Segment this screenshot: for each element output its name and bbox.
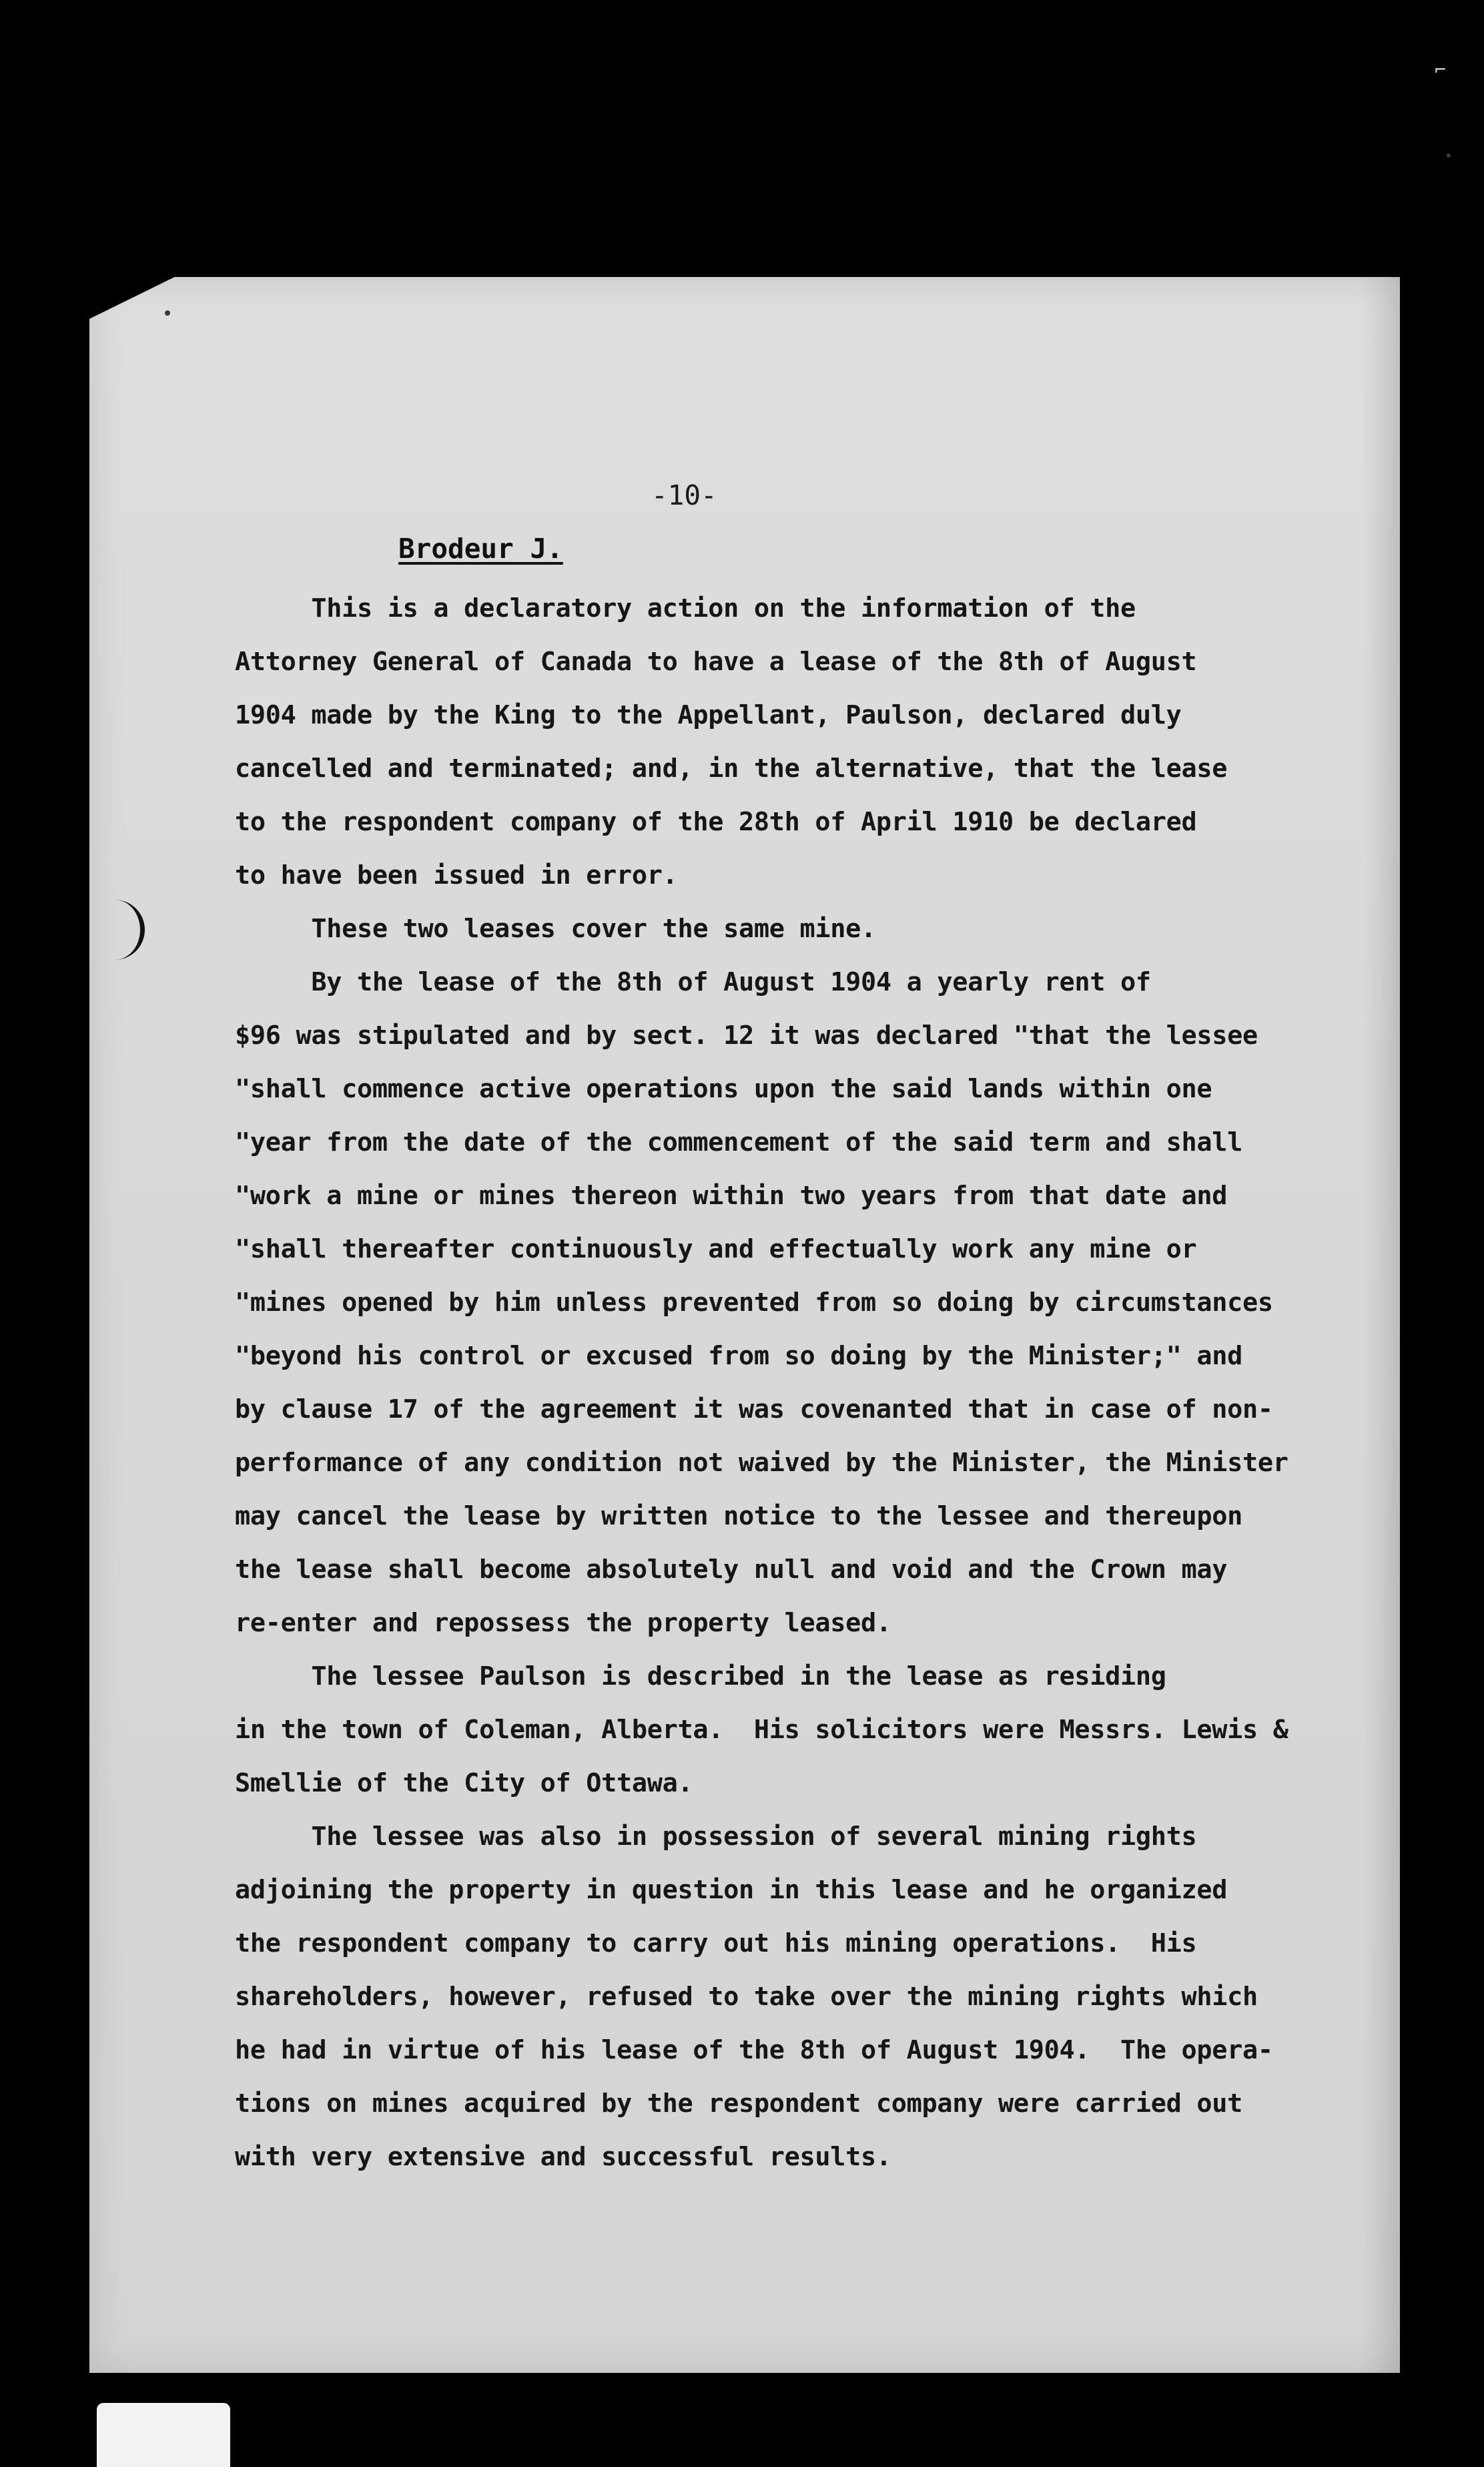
text-line: "beyond his control or excused from so doing by the Minister;" and bbox=[235, 1341, 1243, 1371]
text-line: By the lease of the 8th of August 1904 a yearly rent of bbox=[235, 967, 1151, 997]
film-label-tab bbox=[97, 2403, 230, 2467]
text-line: The lessee was also in possession of several mining rights bbox=[235, 1822, 1197, 1852]
text-line: to have been issued in error. bbox=[235, 860, 678, 890]
text-line: to the respondent company of the 28th of April 1910 be declared bbox=[235, 807, 1197, 837]
text-line: he had in virtue of his lease of the 8th of August 1904. The opera- bbox=[235, 2035, 1273, 2065]
text-line: by clause 17 of the agreement it was covenanted that in case of non- bbox=[235, 1394, 1273, 1424]
text-line: cancelled and terminated; and, in the alternative, that the lease bbox=[235, 754, 1228, 784]
text-line: in the town of Coleman, Alberta. His solicitors were Messrs. Lewis & bbox=[235, 1715, 1288, 1745]
text-line: "shall commence active operations upon the said lands within one bbox=[235, 1074, 1212, 1104]
judgment-body bbox=[235, 582, 1369, 2184]
text-line: "mines opened by him unless prevented from so doing by circumstances bbox=[235, 1288, 1273, 1318]
text-line: may cancel the lease by written notice to the lessee and thereupon bbox=[235, 1501, 1243, 1531]
text-line: tions on mines acquired by the respondent company were carried out bbox=[235, 2089, 1243, 2119]
text-line: adjoining the property in question in this lease and he organized bbox=[235, 1875, 1228, 1905]
text-line: re-enter and repossess the property leased. bbox=[235, 1608, 891, 1638]
page-number: -10- bbox=[651, 479, 717, 511]
text-line: shareholders, however, refused to take over the mining rights which bbox=[235, 1982, 1258, 2012]
text-line: "work a mine or mines thereon within two years from that date and bbox=[235, 1181, 1228, 1211]
paper-speck bbox=[165, 310, 170, 316]
text-line: $96 was stipulated and by sect. 12 it was declared "that the lessee bbox=[235, 1021, 1258, 1051]
text-line: "year from the date of the commencement of the said term and shall bbox=[235, 1127, 1243, 1157]
text-line: These two leases cover the same mine. bbox=[235, 914, 876, 944]
text-line: "shall thereafter continuously and effectually work any mine or bbox=[235, 1234, 1197, 1264]
scan-artifact-mark: ⌐ bbox=[1435, 59, 1446, 81]
text-line: The lessee Paulson is described in the lease as residing bbox=[235, 1661, 1166, 1691]
judge-heading: Brodeur J. bbox=[398, 533, 563, 565]
text-line: performance of any condition not waived by the Minister, the Minister bbox=[235, 1448, 1288, 1478]
text-line: with very extensive and successful results. bbox=[235, 2142, 891, 2172]
scan-speck bbox=[1447, 154, 1451, 158]
text-line: the respondent company to carry out his mining operations. His bbox=[235, 1928, 1197, 1958]
text-line: Attorney General of Canada to have a lease of the 8th of August bbox=[235, 647, 1197, 677]
text-line: This is a declaratory action on the information of the bbox=[235, 593, 1136, 623]
text-line: 1904 made by the King to the Appellant, Paulson, declared duly bbox=[235, 700, 1182, 730]
text-line: the lease shall become absolutely null and void and the Crown may bbox=[235, 1555, 1228, 1585]
text-line: Smellie of the City of Ottawa. bbox=[235, 1768, 693, 1798]
